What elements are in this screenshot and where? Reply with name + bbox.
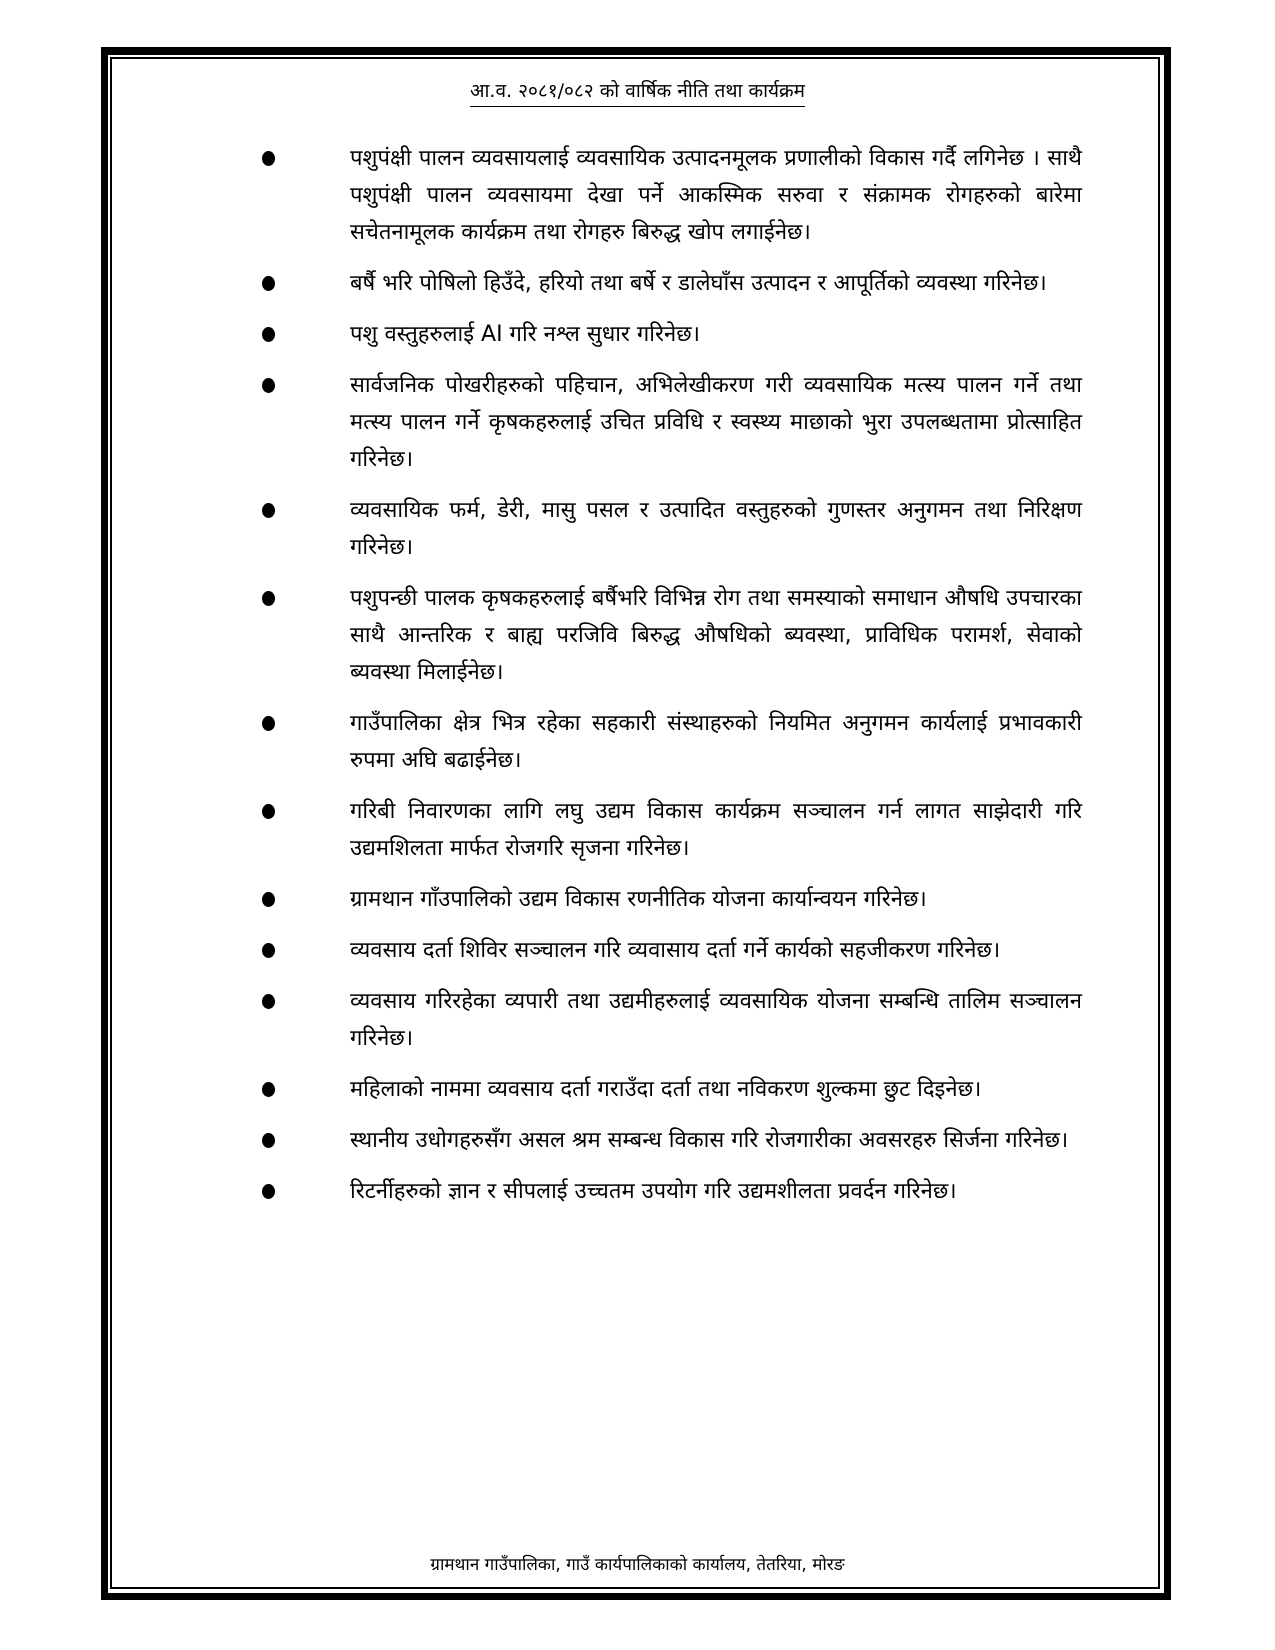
list-item [262,1122,1082,1159]
list-item-text: गाउँपालिका क्षेत्र भित्र रहेका सहकारी संस्थाहरुको नियमित अनुगमन कार्यलाई प्रभावकारी रुपमा अघि बढाईनेछ। [350,711,1082,773]
list-item-text: सार्वजनिक पोखरीहरुको पहिचान, अभिलेखीकरण गरी व्यवसायिक मत्स्य पालन गर्ने तथा मत्स्य पालन गर्ने कृषकहरुलाई उचित प्रविधि र स्वस्थ्य माछाको भुरा उपलब्धतामा प्रोत्साहित गरिनेछ। [350,373,1082,472]
bullet-icon [262,378,275,393]
bullet-icon [262,804,275,819]
page-header [0,78,1275,107]
bullet-icon [262,892,275,907]
list-item-text: बर्षै भरि पोषिलो हिउँदे, हरियो तथा बर्षे र डालेघाँस उत्पादन र आपूर्तिको व्यवस्था गरिनेछ। [350,271,1047,296]
list-item [262,983,1082,1057]
list-item [262,705,1082,779]
page-title: आ.व. २०८१/०८२ को वार्षिक नीति तथा कार्यक्रम [470,78,805,107]
list-item-text: रिटर्नीहरुको ज्ञान र सीपलाई उच्चतम उपयोग गरि उद्यमशीलता प्रवर्दन गरिनेछ। [350,1179,957,1204]
list-item-text: गरिबी निवारणका लागि लघु उद्यम विकास कार्यक्रम सञ्चालन गर्न लागत साझेदारी गरि उद्यमशिलता मार्फत रोजगरि सृजना गरिनेछ। [350,799,1082,861]
list-item [262,492,1082,566]
list-item [262,580,1082,691]
list-item-text: स्थानीय उधोगहरुसँग असल श्रम सम्बन्ध विकास गरि रोजगारीका अवसरहरु सिर्जना गरिनेछ। [350,1128,1069,1153]
bullet-icon [262,1133,275,1148]
list-item-text: पशु वस्तुहरुलाई AI गरि नश्ल सुधार गरिनेछ। [350,322,700,347]
list-item [262,367,1082,478]
list-item [262,316,1082,353]
list-item [262,265,1082,302]
list-item [262,932,1082,969]
list-item-text: पशुपन्छी पालक कृषकहरुलाई बर्षैभरि विभिन्न रोग तथा समस्याको समाधान औषधि उपचारका साथै आन्तरिक र बाह्य परजिवि बिरुद्ध औषधिको ब्यवस्था, प्राविधिक परामर्श, सेवाको ब्यवस्था मिलाईनेछ। [350,586,1082,685]
list-item [262,793,1082,867]
bullet-icon [262,591,275,606]
bullet-icon [262,943,275,958]
list-item-text: व्यवसाय दर्ता शिविर सञ्चालन गरि व्यवासाय दर्ता गर्ने कार्यको सहजीकरण गरिनेछ। [350,938,1001,963]
bullet-icon [262,151,275,166]
list-item-text: व्यवसाय गरिरहेका व्यपारी तथा उद्यमीहरुलाई व्यवसायिक योजना सम्बन्धि तालिम सञ्चालन गरिनेछ। [350,989,1082,1051]
list-item [262,881,1082,918]
policy-list [262,140,1082,1224]
list-item-text: व्यवसायिक फर्म, डेरी, मासु पसल र उत्पादित वस्तुहरुको गुणस्तर अनुगमन तथा निरिक्षण गरिनेछ। [350,498,1082,560]
list-item-text: ग्रामथान गाँउपालिको उद्यम विकास रणनीतिक योजना कार्यान्वयन गरिनेछ। [350,887,927,912]
list-item-text: महिलाको नाममा व्यवसाय दर्ता गराउँदा दर्ता तथा नविकरण शुल्कमा छुट दिइनेछ। [350,1077,982,1102]
bullet-icon [262,716,275,731]
list-item [262,1071,1082,1108]
list-item [262,1173,1082,1210]
bullet-icon [262,503,275,518]
bullet-icon [262,994,275,1009]
bullet-icon [262,276,275,291]
bullet-icon [262,1184,275,1199]
bullet-icon [262,327,275,342]
bullet-icon [262,1082,275,1097]
list-item [262,140,1082,251]
page-footer: ग्रामथान गाउँपालिका, गाउँ कार्यपालिकाको कार्यालय, तेतरिया, मोरङ [430,1555,845,1575]
list-item-text: पशुपंक्षी पालन व्यवसायलाई व्यवसायिक उत्पादनमूलक प्रणालीको विकास गर्दै लगिनेछ । साथै पशुपंक्षी पालन व्यवसायमा देखा पर्ने आकस्मिक सरुवा र संक्रामक रोगहरुको बारेमा सचेतनामूलक कार्यक्रम तथा रोगहरु बिरुद्ध खोप लगाईनेछ। [350,146,1082,245]
